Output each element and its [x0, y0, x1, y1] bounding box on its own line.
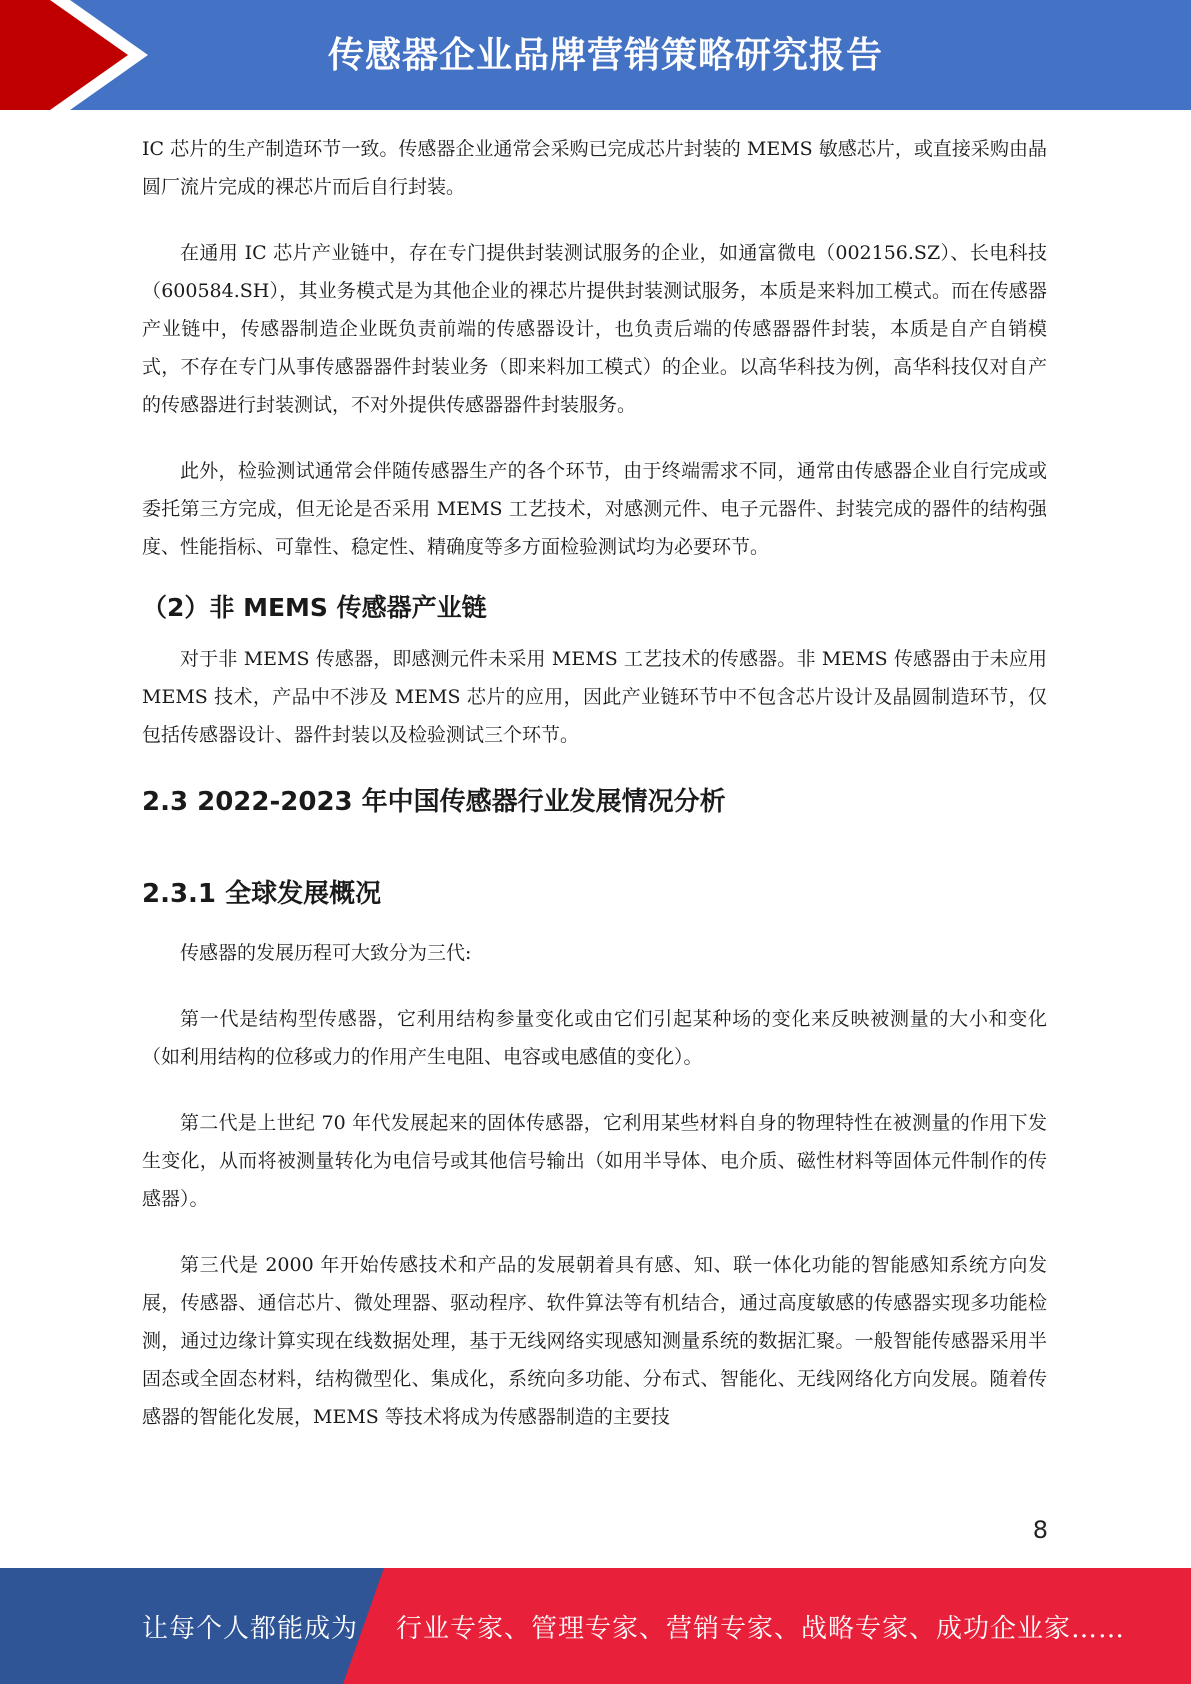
footer-slogan-right: 行业专家、管理专家、营销专家、战略专家、成功企业家……: [396, 1613, 1126, 1644]
subheading-non-mems: （2）非 MEMS 传感器产业链: [142, 593, 487, 622]
paragraph-packaging: 在通用 IC 芯片产业链中，存在专门提供封装测试服务的企业，如通富微电（002156.SZ）、长电科技（600584.SH），其业务模式是为其他企业的裸芯片提供封装测试服务，本质是来料加工模式。而在传感器产业链中，传感器制造企业既负责前端的传感器设计，也负责后端的传感器器件封装，本质是自产自销模式，不存在专门从事传感器器件封装业务（即来料加工模式）的企业。以高华科技为例，高华科技仅对自产的传感器进行封装测试，不对外提供传感器器件封装服务。: [142, 242, 1047, 416]
paragraph-non-mems: 对于非 MEMS 传感器，即感测元件未采用 MEMS 工艺技术的传感器。非 MEMS 传感器由于未应用 MEMS 技术，产品中不涉及 MEMS 芯片的应用，因此产业链环节中不包含芯片设计及晶圆制造环节，仅包括传感器设计、器件封装以及检验测试三个环节。: [142, 648, 1047, 746]
report-title: 传感器企业品牌营销策略研究报告: [327, 34, 883, 76]
paragraph-second-gen: 第二代是上世纪 70 年代发展起来的固体传感器，它利用某些材料自身的物理特性在被测量的作用下发生变化，从而将被测量转化为电信号或其他信号输出（如用半导体、电介质、磁性材料等固体元件制作的传感器）。: [142, 1112, 1047, 1210]
document-body: [142, 130, 1047, 1436]
paragraph-three-generations: 传感器的发展历程可大致分为三代:: [180, 942, 472, 964]
paragraph-ic-chip: IC 芯片的生产制造环节一致。传感器企业通常会采购已完成芯片封装的 MEMS 敏感芯片，或直接采购由晶圆厂流片完成的裸芯片而后自行封装。: [142, 138, 1047, 198]
page-number: 8: [1032, 1516, 1048, 1544]
footer-slogan-left: 让每个人都能成为: [142, 1613, 359, 1644]
paragraph-first-gen: 第一代是结构型传感器，它利用结构参量变化或由它们引起某种场的变化来反映被测量的大小和变化（如利用结构的位移或力的作用产生电阻、电容或电感值的变化）。: [142, 1008, 1047, 1068]
footer-banner: [0, 1568, 1191, 1684]
section-heading-2-3-1: 2.3.1 全球发展概况: [142, 879, 382, 909]
header-banner: [0, 0, 1191, 110]
paragraph-third-gen: 第三代是 2000 年开始传感技术和产品的发展朝着具有感、知、联一体化功能的智能感知系统方向发展，传感器、通信芯片、微处理器、驱动程序、软件算法等有机结合，通过高度敏感的传感器实现多功能检测，通过边缘计算实现在线数据处理，基于无线网络实现感知测量系统的数据汇聚。一般智能传感器采用半固态或全固态材料，结构微型化、集成化，系统向多功能、分布式、智能化、无线网络化方向发展。随着传感器的智能化发展，MEMS 等技术将成为传感器制造的主要技: [142, 1254, 1047, 1428]
section-heading-2-3: 2.3 2022-2023 年中国传感器行业发展情况分析: [142, 787, 726, 817]
paragraph-testing: 此外，检验测试通常会伴随传感器生产的各个环节，由于终端需求不同，通常由传感器企业自行完成或委托第三方完成，但无论是否采用 MEMS 工艺技术，对感测元件、电子元器件、封装完成的器件的结构强度、性能指标、可靠性、稳定性、精确度等多方面检验测试均为必要环节。: [142, 460, 1047, 558]
